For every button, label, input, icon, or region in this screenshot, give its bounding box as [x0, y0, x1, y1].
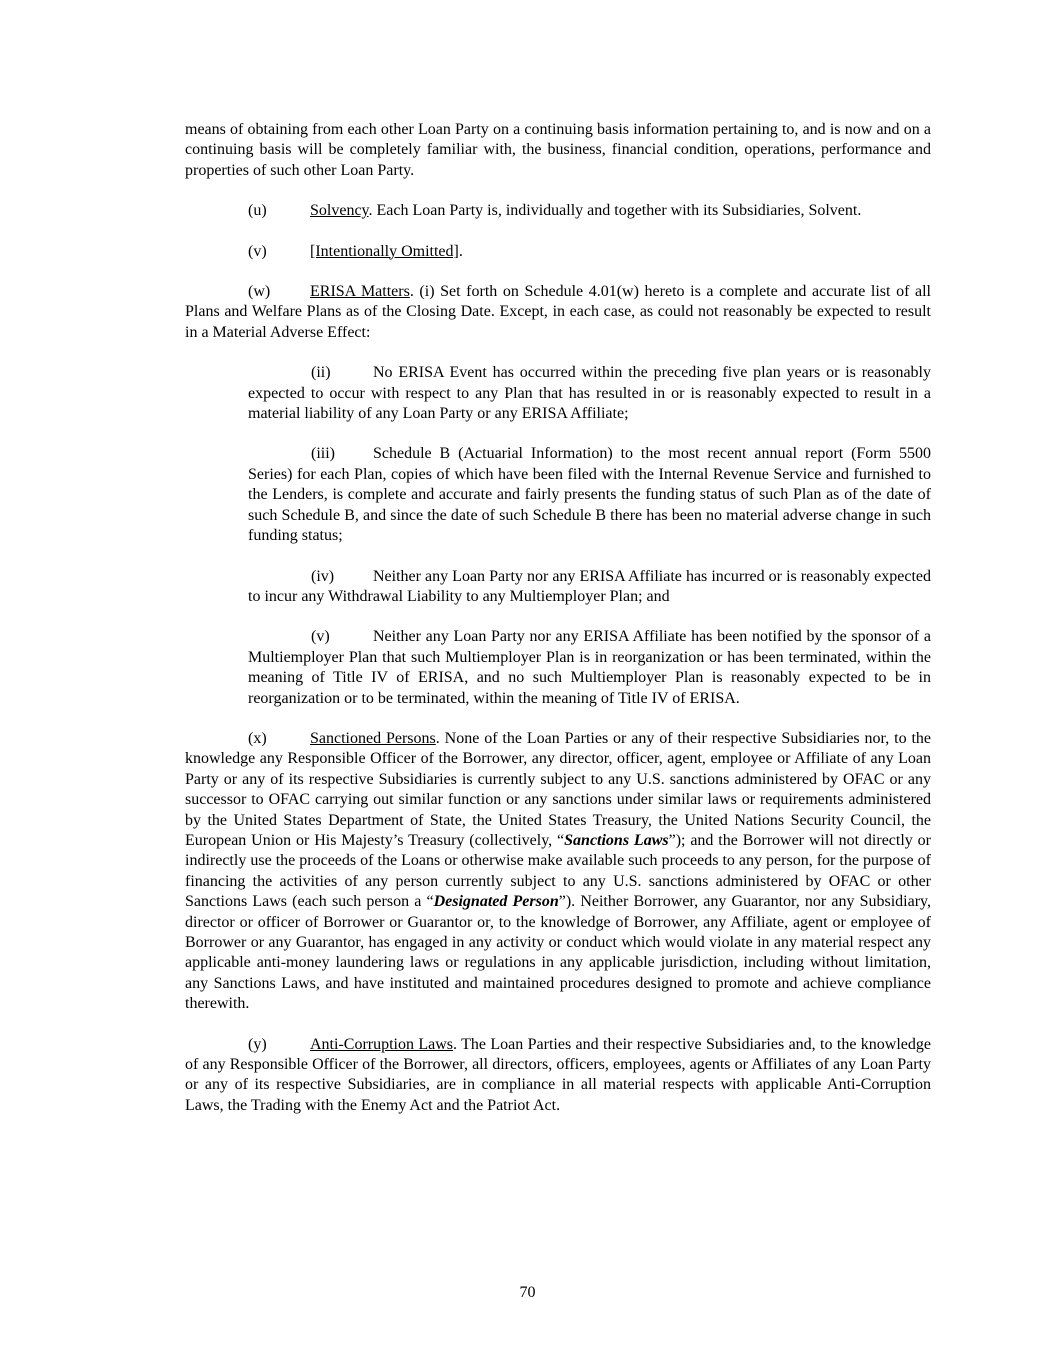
underlined-heading: Solvency: [310, 202, 369, 220]
page-number: 70: [519, 1284, 536, 1301]
text-run: ”); and the Borrower will not directly or indirectly use the proceeds of the Loans or otherwise make available such proceeds to any person, for the purpose of financing the activities of any person currently subject to any U.S. sanctions administered by OFAC or other Sanctions Laws (each such person a “: [185, 831, 931, 911]
text-run: No ERISA Event has occurred within the preceding five plan years or is reasonably expected to occur with respect to any Plan that has resulted in or is reasonably expected to result in a material liability of any Loan Party or any ERISA Affiliate;: [248, 364, 931, 423]
text-run: Neither any Loan Party nor any ERISA Affiliate has been notified by the sponsor of a Multiemployer Plan that such Multiemployer Plan is in reorganization or has been terminated, within the meaning of Title IV of ERISA, and no such Multiemployer Plan is reasonably expected to be in reorganization or to be terminated, within the meaning of Title IV of ERISA.: [248, 628, 931, 707]
paragraph-label: (u): [248, 202, 267, 220]
paragraph: [185, 201, 931, 221]
paragraph-label: (y): [248, 1035, 267, 1053]
paragraph: [185, 282, 931, 343]
text-run: ”). Neither Borrower, any Guarantor, nor any Subsidiary, director or officer of Borrower or Guarantor or, to the knowledge of Borrower, any Affiliate, agent or employee of Borrower or any Guarantor, has engaged in any activity or conduct which would violate in any material respect any applicable anti-money laundering laws or regulations in any applicable jurisdiction, including without limitation, any Sanctions Laws, and have instituted and maintained procedures designed to promote and achieve compliance therewith.: [185, 893, 932, 1013]
paragraph-label: (iv): [311, 567, 335, 585]
paragraph-label: (iii): [311, 445, 335, 463]
text-run: Neither any Loan Party nor any ERISA Affiliate has incurred or is reasonably expected to incur any Withdrawal Liability to any Multiemployer Plan; and: [248, 567, 931, 605]
underlined-heading: ERISA Matters: [310, 283, 410, 301]
paragraph-label: (ii): [311, 364, 331, 382]
paragraph: [248, 627, 931, 709]
paragraph-label: (x): [248, 729, 267, 747]
paragraph: [248, 567, 931, 608]
underlined-heading: Sanctioned Persons: [310, 729, 436, 747]
paragraph: [185, 1035, 931, 1117]
document-body: [185, 120, 931, 1136]
paragraph-label: (v): [311, 628, 330, 646]
text-run: . (i) Set forth on Schedule 4.01(w) hereto is a complete and accurate list of all Plans and Welfare Plans as of the Closing Date. Except, in each case, as could not reasonably be expected to result in a Material Adverse Effect:: [185, 283, 932, 341]
text-run: . The Loan Parties and their respective Subsidiaries and, to the knowledge of any Responsible Officer of the Borrower, all directors, officers, employees, agents or Affiliates of any Loan Party or any of its respective Subsidiaries, are in compliance in all material respects with applicable Anti-Corruption Laws, the Trading with the Enemy Act and the Patriot Act.: [185, 1035, 931, 1114]
defined-term: Designated Person: [433, 893, 559, 911]
paragraph: [185, 120, 931, 181]
paragraph-label: (v): [248, 242, 267, 260]
paragraph: [185, 729, 931, 1015]
defined-term: Sanctions Laws: [564, 831, 669, 849]
underlined-heading: Anti-Corruption Laws: [310, 1035, 454, 1053]
paragraph: [248, 444, 931, 546]
text-run: Schedule B (Actuarial Information) to the most recent annual report (Form 5500 Series) for each Plan, copies of which have been filed with the Internal Revenue Service and furnished to the Lenders, is complete and accurate and fairly presents the funding status of such Plan as of the date of such Schedule B, and since the date of such Schedule B there has been no material adverse change in such funding status;: [248, 445, 931, 545]
paragraph: [248, 363, 931, 424]
text-run: means of obtaining from each other Loan Party on a continuing basis information pertaining to, and is now and on a continuing basis will be completely familiar with, the business, financial condition, operations, performance and properties of such other Loan Party.: [185, 121, 931, 179]
text-run: . None of the Loan Parties or any of their respective Subsidiaries nor, to the knowledge any Responsible Officer of the Borrower, any director, officer, agent, employee or Affiliate of any Loan Party or any of its respective Subsidiaries is currently subject to any U.S. sanctions administered by OFAC or any successor to OFAC carrying out similar function or any sanctions under similar laws or requirements administered by the United States Department of State, the United States Treasury, the United Nations Security Council, the European Union or His Majesty’s Treasury (collectively, “: [185, 729, 932, 849]
underlined-heading: [Intentionally Omitted]: [310, 242, 459, 260]
text-run: .: [458, 242, 463, 260]
paragraph: [185, 242, 931, 262]
paragraph-label: (w): [248, 283, 271, 301]
text-run: . Each Loan Party is, individually and together with its Subsidiaries, Solvent.: [368, 202, 862, 220]
